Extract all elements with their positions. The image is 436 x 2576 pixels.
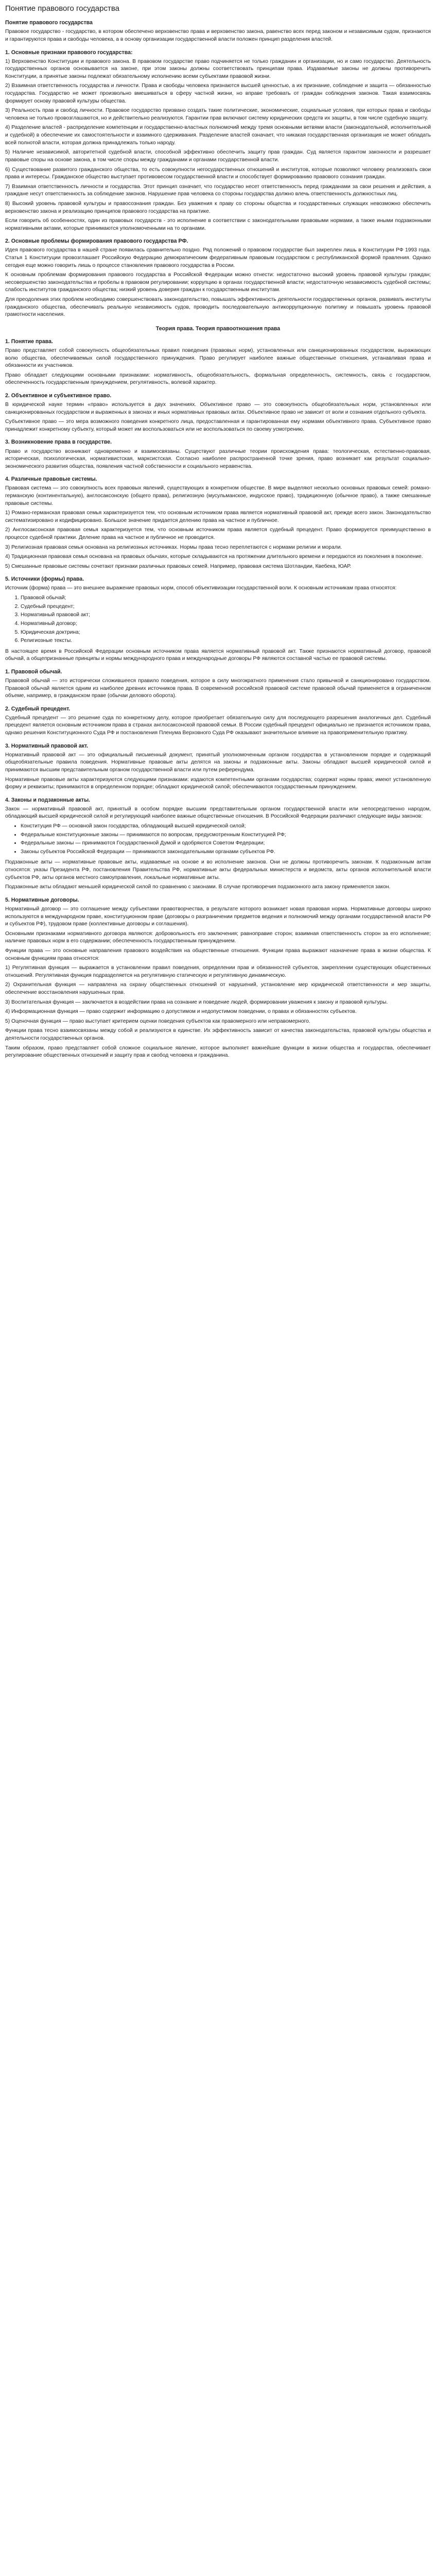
paragraph: 5) Оценочная функция — право выступает критерием оценки поведения субъектов как правомерного или неправомерного.	[5, 1018, 310, 1024]
paragraph: В юридической науке термин «право» используется в двух значениях. Объективное право — это совокупность общеобязательных норм, установленных или санкционированных государством и выраженных в законах и иных нормативных правовых актах. Объективное право не зависит от воли и сознания отдельного субъекта.	[5, 402, 431, 415]
paragraph: Функции права тесно взаимосвязаны между собой и реализуются в единстве. Их эффективность зависит от качества законодательства, правовой культуры общества и деятельности государственных органов.	[5, 1028, 431, 1042]
section-heading: 5. Источники (формы) права.	[5, 576, 84, 583]
section-heading: 1. Понятие права.	[5, 338, 53, 345]
list-item: • Федеральные конституционные законы — принимаются по вопросам, предусмотренным Конституцией РФ;	[21, 832, 431, 839]
list-item: 6. Религиозные тексты.	[21, 637, 431, 645]
section-heading: 2. Основные проблемы формирования правового государства РФ.	[5, 238, 188, 245]
paragraph: 2) Англосаксонская правовая семья характеризуется тем, что основным источником права является судебный прецедент. Право формируется преимущественно в процессе судебной практики. Деление права на частное и публичное не проводится.	[5, 527, 431, 541]
paragraph: 3) Реальность прав и свобод личности. Правовое государство призвано создать такие политические, экономические, социальные условия, при которых права и свободы человека не только провозглашаются, но и действительно реализуются. Гарантии прав включают систему юридических средств их защиты, в том числе судебную защиту.	[5, 108, 431, 121]
paragraph: 1) Регулятивная функция — выражается в установлении правил поведения, определении прав и обязанностей субъектов, закреплении существующих общественных отношений. Регулятивная функция подразделяется на регулятивную статическую и регулятивную динамическую.	[5, 965, 431, 978]
chapter-heading: Теория права. Теория правоотношения права	[155, 325, 281, 332]
paragraph: Нормативный правовой акт — это официальный письменный документ, принятый уполномоченным органом государства в установленном порядке и содержащий общеобязательные правила поведения. Нормативные правовые акты делятся на законы и подзаконные акты. Законы обладают высшей юридической силой и принимаются высшим представительным органом государственной власти или путем референдума.	[5, 752, 431, 773]
paragraph: Субъективное право — это мера возможного поведения конкретного лица, предоставленная и гарантированная ему нормами объективного права. Субъективное право принадлежит конкретному субъекту, который может им воспользоваться или не воспользоваться по своему усмотрению.	[5, 419, 431, 432]
list-item: 1. Правовой обычай;	[21, 595, 431, 602]
paragraph: Таким образом, право представляет собой сложное социальное явление, которое выполняет важнейшие функции в жизни общества и государства, обеспечивает регулирование общественных отношений и защиту прав и свобод человека и гражданина.	[5, 1045, 431, 1059]
paragraph: 5) Наличие независимой, авторитетной судебной власти, способной эффективно обеспечить защиту прав граждан. Суд является гарантом законности и разрешает правовые споры на основе закона, в том числе споры между гражданами и органами государственной власти.	[5, 149, 431, 163]
paragraph: 4) Традиционная правовая семья основана на правовых обычаях, которые складываются на протяжении длительного времени и передаются из поколения в поколение.	[5, 554, 423, 560]
paragraph: Идея правового государства в нашей стране появилась сравнительно поздно. Ряд положений о правовом государстве был закреплен лишь в Конституции РФ 1993 года. Статья 1 Конституции провозглашает Российскую Федерацию демократическим федеративным правовым государством с республиканской формой правления. Однако сегодня еще можно говорить лишь о процессе становления правового государства в России.	[5, 247, 431, 268]
numbered-list	[5, 595, 431, 645]
paragraph: 5) Смешанные правовые системы сочетают признаки различных правовых семей. Например, правовая система Шотландии, Квебека, ЮАР.	[5, 563, 352, 569]
page-title: Понятие правового государства	[5, 4, 119, 13]
paragraph: К основным проблемам формирования правового государства в Российской Федерации можно отнести: недостаточно высокий уровень правовой культуры граждан; несовершенство законодательства и пробелы в правовом регулировании; коррупцию в органах государственной власти; недостаточную независимость судебной системы; слабость институтов гражданского общества; низкий уровень доверия граждан к государственным институтам.	[5, 272, 431, 293]
list-item: • Законы субъектов Российской Федерации — принимаются законодательными органами субъектов РФ.	[21, 849, 431, 856]
paragraph: 3) Воспитательная функция — заключается в воздействии права на сознание и поведение людей, формировании уважения к закону и правовой культуры.	[5, 999, 388, 1005]
paragraph: Право представляет собой совокупность общеобязательных правил поведения (правовых норм), установленных или санкционированных государством, выражающих волю общества, обеспечиваемых силой государственного принуждения. Право регулирует наиболее важные общественные отношения, устанавливая права и обязанности их участников.	[5, 347, 431, 369]
paragraph: 7) Взаимная ответственность личности и государства. Этот принцип означает, что государство несет ответственность перед гражданами за свои решения и действия, а граждане несут ответственность за соблюдение законов. Нарушение прав человека со стороны государства должно влечь ответственность должностных лиц.	[5, 183, 431, 197]
section-heading: 1. Правовой обычай.	[5, 668, 62, 675]
paragraph: 2) Охранительная функция — направлена на охрану общественных отношений от нарушений, установление мер юридической ответственности и мер защиты, обеспечение восстановления нарушенных прав.	[5, 982, 431, 996]
section-heading: Понятие правового государства	[5, 20, 93, 26]
paragraph: 4) Разделение властей - распределение компетенции и государственно-властных полномочий между тремя основными ветвями власти (законодательной, исполнительной и судебной) в обеспечение их самостоятельности и взаимного сдерживания. Разделение властей означает, что никакая государственная организация не может обладать всей полнотой власти, которая должна принадлежать только народу.	[5, 125, 431, 146]
paragraph: Правовое государство - государство, в котором обеспечено верховенство права и верховенство закона, равенство всех перед законом и независимым судом, признаются и гарантируются права и свободы человека, а в основу организации государственной власти положен принцип разделения властей.	[5, 29, 431, 42]
paragraph: 6) Существование развитого гражданского общества, то есть совокупности негосударственных отношений и институтов, которые позволяют человеку реализовать свои права и интересы. Гражданское общество выступает противовесом государственной власти и способствует формированию правового сознания граждан.	[5, 166, 431, 180]
paragraph: Правовой обычай — это исторически сложившееся правило поведения, которое в силу многократного применения стало привычкой и санкционировано государством. Правовой обычай является одним из наиболее древних источников права. В современной российской правовой системе правовой обычай применяется в ограниченном объеме, например, в гражданском праве (обычаи делового оборота).	[5, 678, 431, 699]
paragraph: Судебный прецедент — это решение суда по конкретному делу, которое приобретает обязательную силу для последующего разрешения аналогичных дел. Судебный прецедент является основным источником права в странах англосаксонской правовой семьи. В России судебный прецедент официально не признается источником права, однако решения Конституционного Суда РФ и постановления Пленума Верховного Суда РФ оказывают значительное влияние на правоприменительную практику.	[5, 715, 431, 736]
paragraph: Нормативный договор — это соглашение между субъектами правотворчества, в результате которого возникает новая правовая норма. Нормативные договоры широко используются в международном праве, конституционном праве (договоры о разграничении предметов ведения и полномочий между органами государственной власти РФ и субъектов РФ), трудовом праве (коллективные договоры и соглашения).	[5, 906, 431, 927]
paragraph: Подзаконные акты — нормативные правовые акты, издаваемые на основе и во исполнение законов. Они не должны противоречить законам. К подзаконным актам относятся: указы Президента РФ, постановления Правительства РФ, нормативные акты федеральных министерств и ведомств, акты органов исполнительной власти субъектов РФ, акты органов местного самоуправления, локальные нормативные акты.	[5, 859, 431, 880]
paragraph: Право обладает следующими основными признаками: нормативность, общеобязательность, формальная определенность, системность, связь с государством, обеспеченность государственным принуждением, регулятивность, волевой характер.	[5, 372, 431, 386]
list-item: 2. Судебный прецедент;	[21, 603, 431, 611]
section-heading: 4. Различные правовые системы.	[5, 476, 97, 483]
paragraph: Если говорить об особенностях, один из правовых государств - это исполнение в соответствии с законодательными правовыми нормами, а также иными подзаконными нормативными актами, которые принимаются уполномоченными на то органами.	[5, 218, 431, 231]
paragraph: 4) Информационная функция — право содержит информацию о допустимом и недопустимом поведении, о правах и обязанностях субъектов.	[5, 1009, 357, 1015]
list-item: 4. Нормативный договор;	[21, 620, 431, 628]
paragraph: Источник (форма) права — это внешнее выражение правовых норм, способ объективизации государственной воли. К основным источникам права относятся:	[5, 585, 397, 591]
paragraph: Для преодоления этих проблем необходимо совершенствовать законодательство, повышать эффективность деятельности государственных органов, развивать институты гражданского общества, обеспечивать реальную независимость судов, проводить последовательную антикоррупционную политику и повышать уровень правовой грамотности населения.	[5, 297, 431, 318]
section-heading: 2. Объективное и субъективное право.	[5, 393, 112, 399]
list-item: • Конституция РФ — основной закон государства, обладающий высшей юридической силой;	[21, 823, 431, 831]
list-item: 5. Юридическая доктрина;	[21, 629, 431, 637]
section-heading: 5. Нормативные договоры.	[5, 896, 79, 903]
bullet-list	[5, 823, 431, 856]
section-heading: 2. Судебный прецедент.	[5, 705, 71, 712]
document-page	[0, 0, 436, 1072]
paragraph: 1) Романо-германская правовая семья характеризуется тем, что основным источником права является нормативный правовой акт, прежде всего закон. Законодательство систематизировано и кодифицировано. Большое значение придается делению права на частное и публичное.	[5, 510, 431, 523]
paragraph: 3) Религиозная правовая семья основана на религиозных источниках. Нормы права тесно переплетаются с нормами религии и морали.	[5, 544, 342, 550]
paragraph: Функции права — это основные направления правового воздействия на общественные отношения. Функции права выражают назначение права в жизни общества. К основным функциям права относятся:	[5, 947, 431, 961]
paragraph: 1) Верховенство Конституции и правового закона. В правовом государстве право подчиняется не только гражданин и организации, но и само государство. Деятельность государственных органов основывается на законе, при этом законы должны соответствовать принципам права. Издаваемые законы не должны противоречить Конституции, а принятые законы подлежат обязательному исполнению всеми субъектами правовой жизни.	[5, 58, 431, 79]
paragraph: Основными признаками нормативного договора являются: добровольность его заключения; равноправие сторон; взаимная ответственность сторон за его исполнение; наличие правовых норм в его содержании; обеспеченность государственным принуждением.	[5, 930, 431, 944]
section-heading: 4. Законы и подзаконные акты.	[5, 796, 91, 803]
section-heading: 3. Нормативный правовой акт.	[5, 742, 89, 749]
paragraph: Право и государство возникают одновременно и взаимосвязаны. Существуют различные теории происхождения права: теологическая, естественно-правовая, историческая, психологическая, нормативистская, марксистская. Согласно наиболее распространенной точке зрения, право возникает как результат социально-экономического развития общества, появления частной собственности и социального неравенства.	[5, 448, 431, 469]
list-item: • Федеральные законы — принимаются Государственной Думой и одобряются Советом Федерации;	[21, 840, 431, 848]
section-heading: 1. Основные признаки правового государства:	[5, 49, 133, 56]
paragraph: 8) Высокий уровень правовой культуры и правосознания граждан. Без уважения к праву со стороны общества и государственных служащих невозможно обеспечить верховенство закона и реализацию принципов правового государства на практике.	[5, 200, 431, 214]
paragraph: В настоящее время в Российской Федерации основным источником права является нормативный правовой акт. Также признаются нормативный договор, правовой обычай, а общепризнанные принципы и нормы международного права и международные договоры РФ являются составной частью ее правовой системы.	[5, 648, 431, 662]
paragraph: 2) Взаимная ответственность государства и личности. Права и свободы человека признаются высшей ценностью, а их признание, соблюдение и защита — обязанностью государства. Государство не может произвольно вмешиваться в сферу частной жизни, но вправе требовать от граждан соблюдения законов. Такая взаимосвязь формирует основу правовой культуры общества.	[5, 83, 431, 104]
paragraph: Закон — нормативный правовой акт, принятый в особом порядке высшим представительным органом государственной власти или непосредственно народом, обладающий высшей юридической силой и регулирующий наиболее важные общественные отношения. В Российской Федерации различают следующие виды законов:	[5, 806, 431, 820]
list-item: 3. Нормативный правовой акт;	[21, 612, 431, 619]
paragraph: Подзаконные акты обладают меньшей юридической силой по сравнению с законами. В случае противоречия подзаконного акта закону применяется закон.	[5, 884, 391, 890]
paragraph: Правовая система — это совокупность всех правовых явлений, существующих в конкретном обществе. В мире выделяют несколько основных правовых семей: романо-германскую (континентальную), англосаксонскую (общего права), религиозную (мусульманское, индусское право), традиционную (обычное право), а также смешанные правовые системы.	[5, 485, 431, 506]
section-heading: 3. Возникновение права в государстве.	[5, 439, 112, 446]
paragraph: Нормативные правовые акты характеризуются следующими признаками: издаются компетентными органами государства; содержат нормы права; имеют установленную форму и реквизиты; принимаются в определенном порядке; обладают юридической силой; обеспечиваются государственным принуждением.	[5, 776, 431, 790]
